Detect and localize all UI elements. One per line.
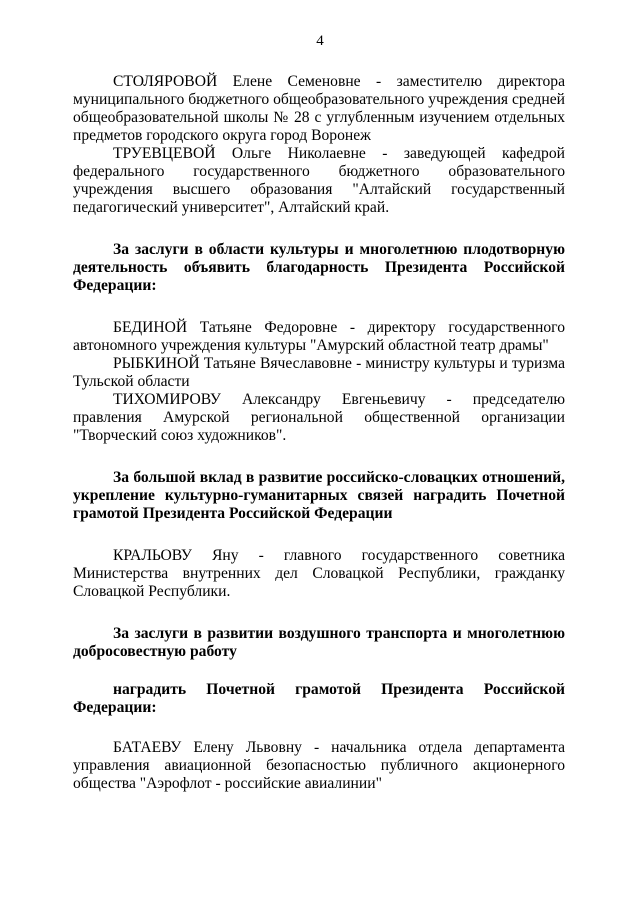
spacer: [73, 217, 565, 241]
section-heading-air-transport: За заслуги в развитии воздушного транспорта и многолетнюю добросовестную работу: [73, 625, 565, 660]
award-paragraph-truevtseva: ТРУЕВЦЕВОЙ Ольге Николаевне - заведующей кафедрой федерального государственного бюджетного образовательного учреждения высшего образования "Алтайский государственный педагогический университет", Алтайский край.: [73, 145, 565, 216]
spacer: [73, 295, 565, 319]
spacer: [73, 445, 565, 469]
award-paragraph-kralova: КРАЛЬОВУ Яну - главного государственного советника Министерства внутренних дел Словацкой Республики, гражданку Словацкой Республики.: [73, 547, 565, 600]
page-number: 4: [316, 33, 324, 49]
document-body: [73, 73, 565, 793]
section-heading-slovak-relations: За большой вклад в развитие российско-словацких отношений, укрепление культурно-гуманитарных связей наградить Почетной грамотой Президента Российской Федерации: [73, 469, 565, 522]
section-heading-award-certificate: наградить Почетной грамотой Президента Российской Федерации:: [73, 681, 565, 716]
award-paragraph-bataeva: БАТАЕВУ Елену Львовну - начальника отдела департамента управления авиационной безопасностью публичного акционерного общества "Аэрофлот - российские авиалинии": [73, 739, 565, 792]
award-paragraph-stolyarova: СТОЛЯРОВОЙ Елене Семеновне - заместителю директора муниципального бюджетного общеобразовательного учреждения средней общеобразовательной школы № 28 с углубленным изучением отдельных предметов городского округа город Воронеж: [73, 73, 565, 144]
award-paragraph-tikhomirov: ТИХОМИРОВУ Александру Евгеньевичу - председателю правления Амурской региональной общественной организации "Творческий союз художников".: [73, 391, 565, 444]
spacer: [73, 523, 565, 547]
spacer: [73, 601, 565, 625]
award-paragraph-rybkina: РЫБКИНОЙ Татьяне Вячеславовне - министру культуры и туризма Тульской области: [73, 355, 565, 390]
spacer: [73, 661, 565, 681]
spacer: [73, 717, 565, 739]
award-paragraph-bedina: БЕДИНОЙ Татьяне Федоровне - директору государственного автономного учреждения культуры "Амурский областной театр драмы": [73, 319, 565, 354]
section-heading-culture: За заслуги в области культуры и многолетнюю плодотворную деятельность объявить благодарность Президента Российской Федерации:: [73, 241, 565, 294]
